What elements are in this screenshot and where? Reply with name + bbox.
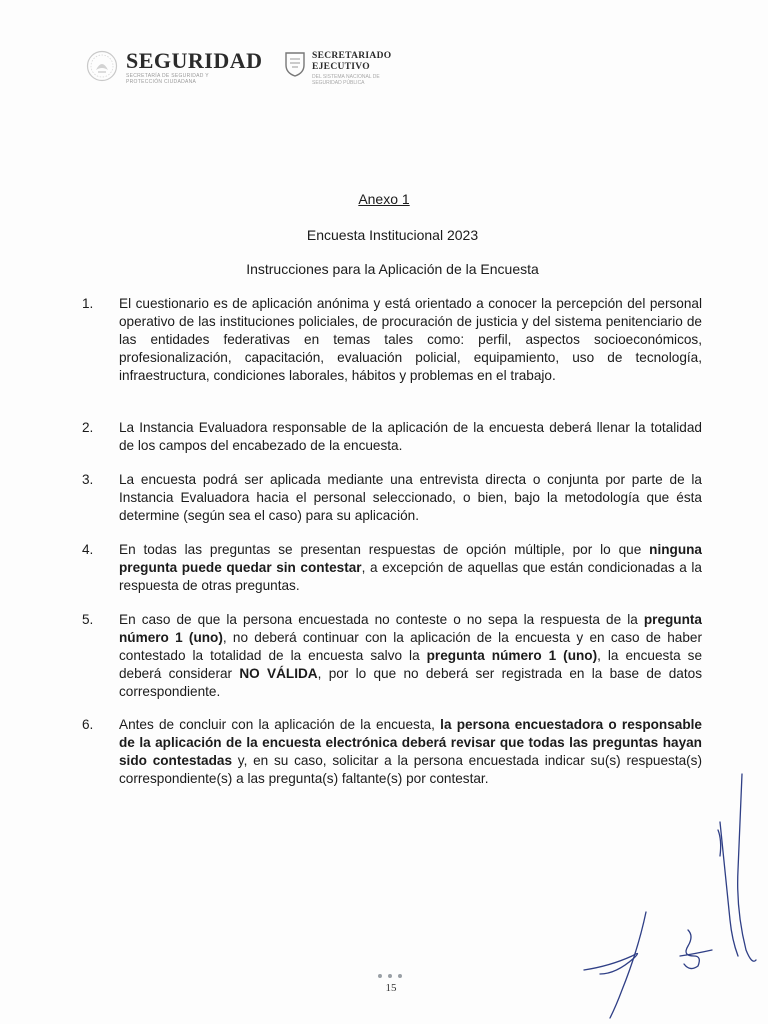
survey-title: Encuesta Institucional 2023 <box>306 227 479 243</box>
mexican-coat-of-arms-icon <box>86 50 118 82</box>
item-text <box>119 611 702 701</box>
item-number: 1. <box>82 296 94 311</box>
item-text-run: En todas las preguntas se presentan respuestas de opción múltiple, por lo que <box>119 542 650 557</box>
item-number: 6. <box>82 717 94 732</box>
secretariado-title-line1: SECRETARIADO <box>312 51 392 61</box>
item-text <box>119 541 702 595</box>
item-text-run: La Instancia Evaluadora responsable de la aplicación de la encuesta deberá llenar la totalidad de los campos del encabezado de la encuesta. <box>119 420 702 453</box>
item-number: 3. <box>82 472 94 487</box>
item-text <box>119 295 702 385</box>
item-text-run: La encuesta podrá ser aplicada mediante una entrevista directa o conjunta por parte de la Instancia Evaluadora hacia el personal seleccionado, o bien, bajo la metodología que ésta determine (según sea el caso) para su aplicación. <box>119 472 702 523</box>
item-number: 2. <box>82 420 94 435</box>
annex-heading: Anexo 1 <box>358 191 410 207</box>
instructions-title: Instrucciones para la Aplicación de la Encuesta <box>246 261 539 277</box>
brand-title: SEGURIDAD <box>126 48 263 73</box>
secretariado-title <box>312 51 391 73</box>
item-text-run: , por lo que no deberá ser registrada en la base de datos correspondiente. <box>119 666 703 699</box>
document-header <box>86 46 416 90</box>
emphasized-text: ninguna pregunta puede quedar sin contestar <box>119 542 702 575</box>
item-text-run: y, en su caso, solicitar a la persona encuestada indicar su(s) respuesta(s) correspondiente(s) a las pregunta(s) faltante(s) por contestar. <box>119 753 703 786</box>
item-text-run: Antes de concluir con la aplicación de la encuesta, <box>119 717 441 732</box>
item-number: 4. <box>82 542 94 557</box>
item-text-run: , a excepción de aquellas que están condicionadas a la respuesta de otras preguntas. <box>119 560 702 593</box>
item-text <box>119 471 702 525</box>
page-number: 15 <box>385 982 397 994</box>
brand-subtitle: SECRETARÍA DE SEGURIDAD Y PROTECCIÓN CIUDADANA <box>126 73 209 85</box>
handwritten-signature-icon <box>570 760 768 1024</box>
emphasized-text: pregunta número 1 (uno) <box>119 612 702 645</box>
item-text <box>119 419 702 455</box>
page-dots-icon <box>376 973 404 979</box>
item-text-run: En caso de que la persona encuestada no conteste o no sepa la respuesta de la <box>119 612 644 627</box>
secretariado-title-line2: EJECUTIVO <box>312 62 370 72</box>
emphasized-text: la persona encuestadora o responsable de la aplicación de la encuesta electrónica deberá revisar que todas las preguntas hayan sido contestadas <box>119 717 702 768</box>
secretariado-subtitle: DEL SISTEMA NACIONAL DE SEGURIDAD PÚBLICA <box>312 74 380 86</box>
item-number: 5. <box>82 612 94 627</box>
item-text-run: , la encuesta se deberá considerar <box>119 648 703 681</box>
emphasized-text: NO VÁLIDA <box>239 666 318 681</box>
secretariado-shield-icon <box>284 51 306 77</box>
emphasized-text: pregunta número 1 (uno) <box>426 648 598 663</box>
item-text-run: El cuestionario es de aplicación anónima y está orientado a conocer la percepción del personal operativo de las instituciones policiales, de procuración de justicia y del sistema penitenciario de las entidades federativas en temas tales como: perfil, aspectos socioeconómicos, profesionalización, capacitación, evaluación policial, equipamiento, uso de tecnología, infraestructura, condiciones laborales, hábitos y problemas en el trabajo. <box>119 296 702 383</box>
item-text-run: , no deberá continuar con la aplicación de la encuesta y en caso de haber contestado la totalidad de la encuesta salvo la <box>119 630 702 663</box>
